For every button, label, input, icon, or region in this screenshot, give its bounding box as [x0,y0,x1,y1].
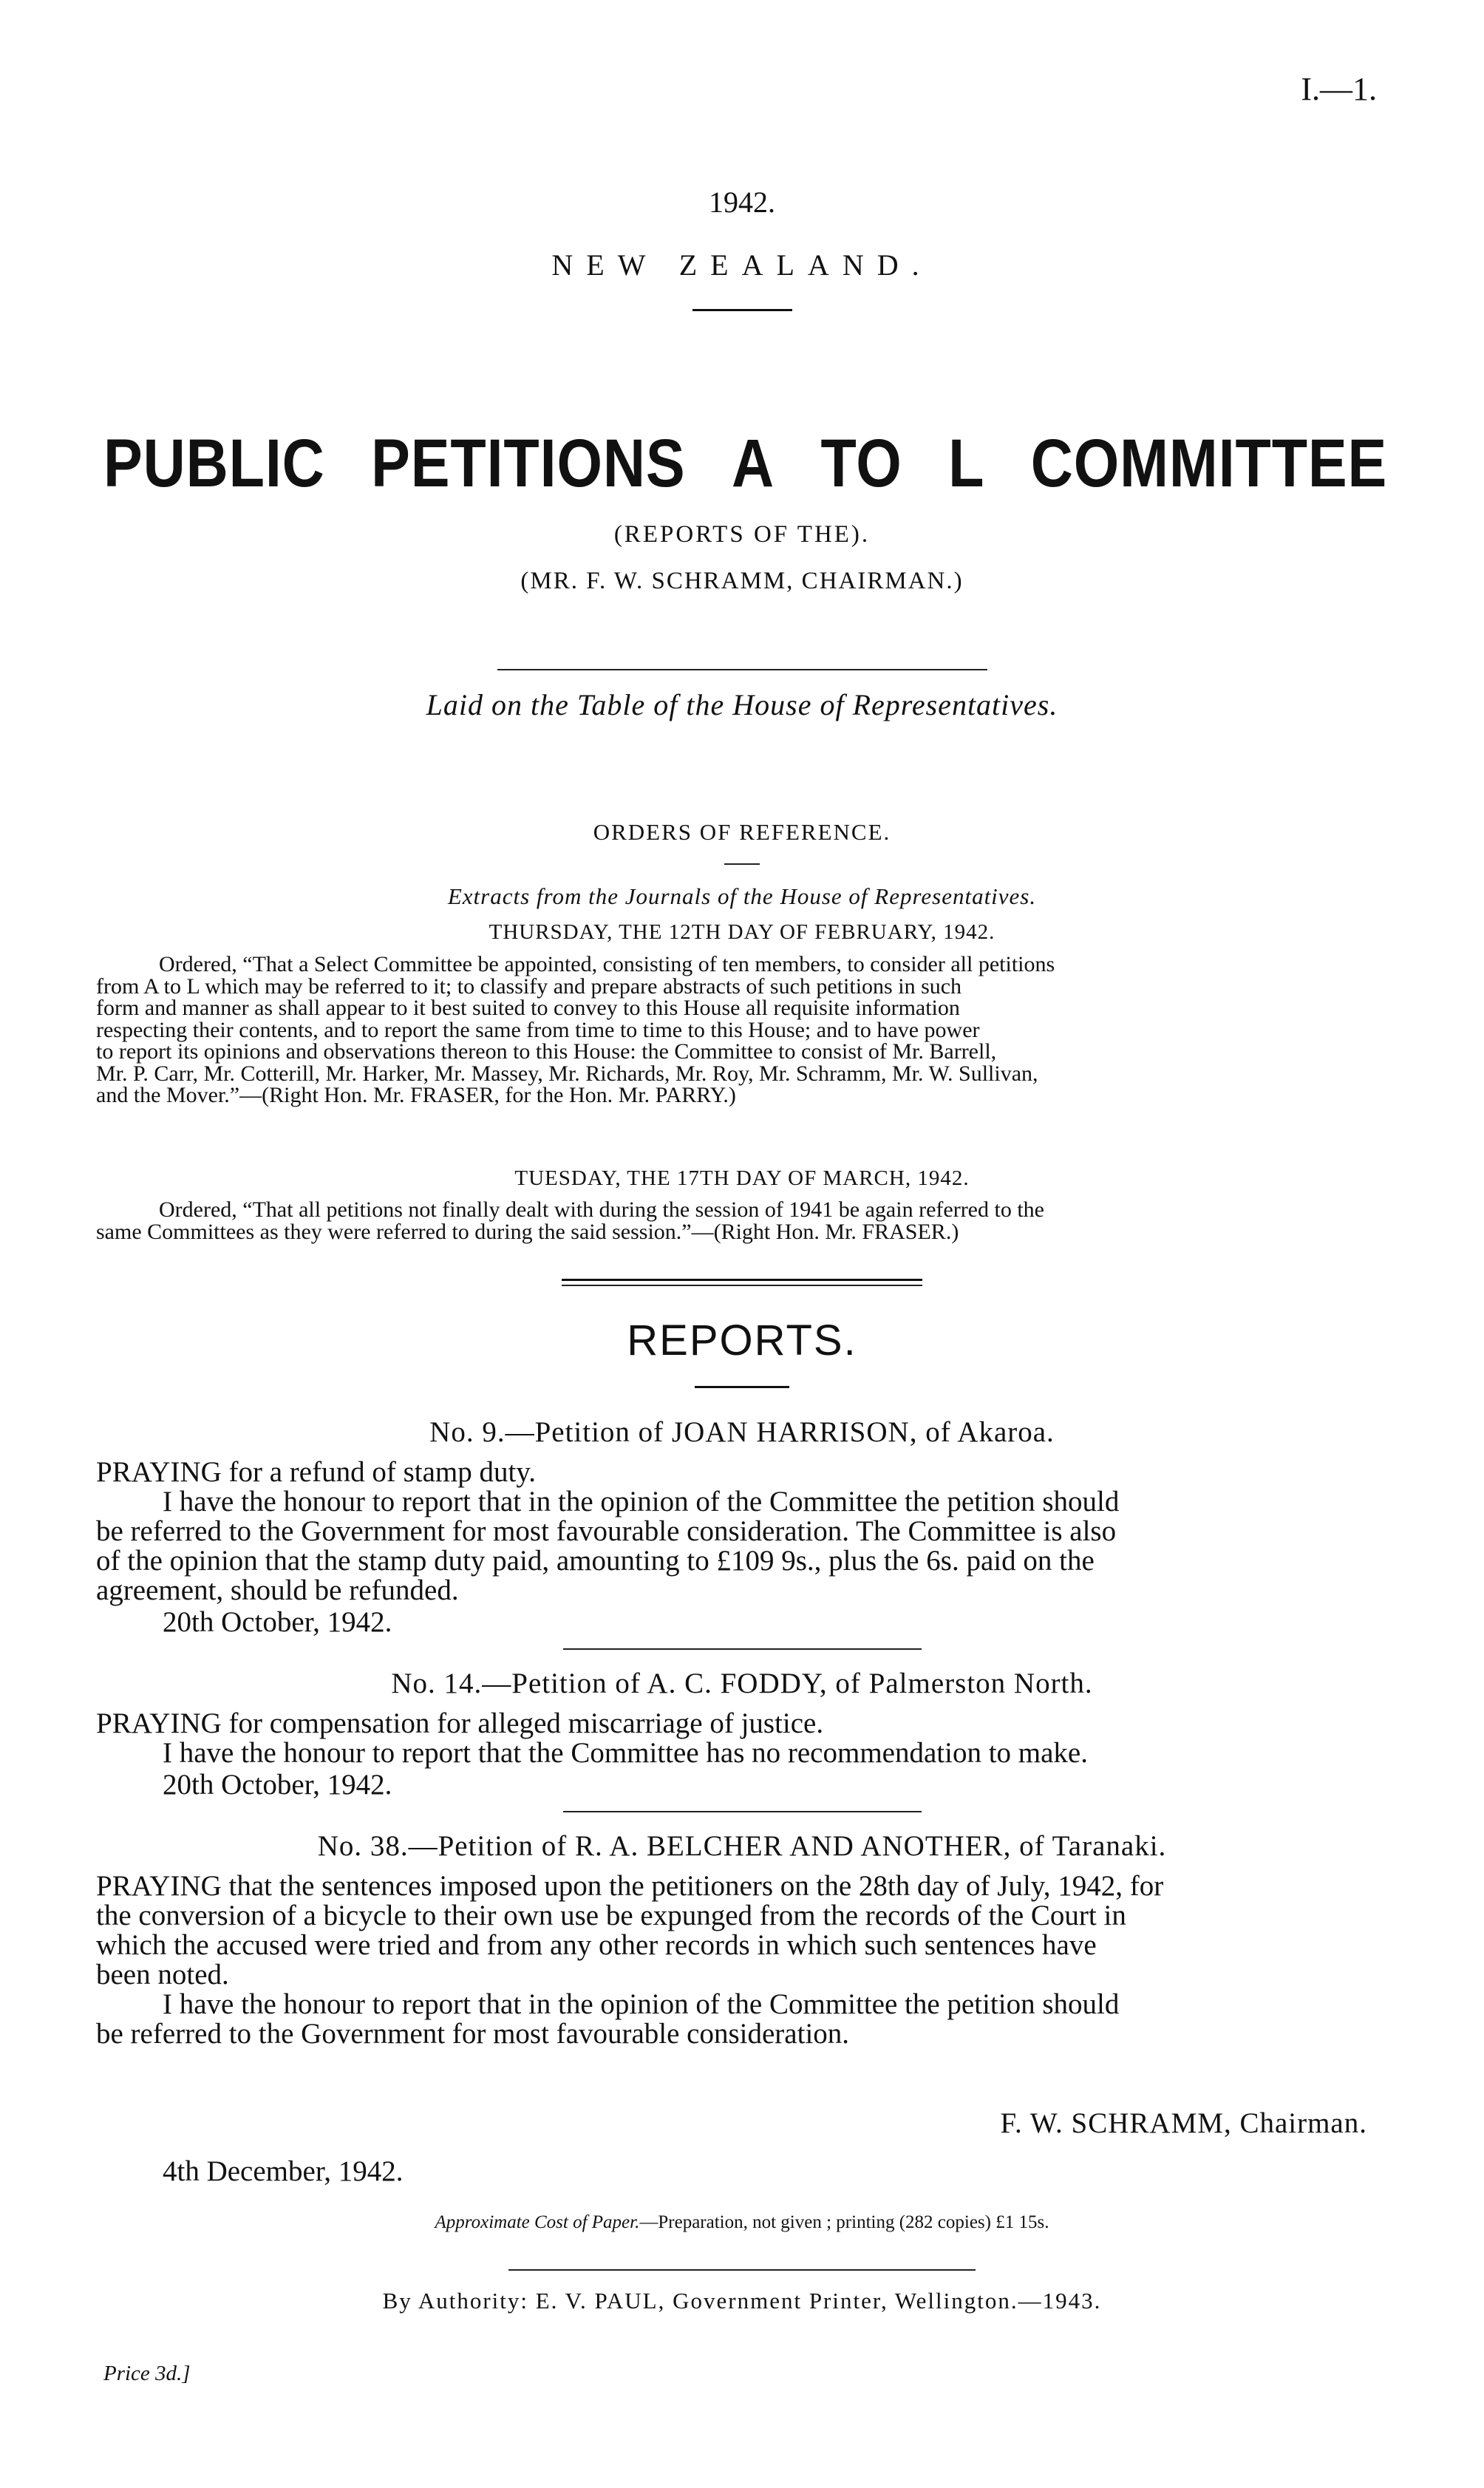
petition-body [96,1458,1382,1605]
petition-line: I have the honour to report that in the opinion of the Committee the petition should [163,1988,1120,2020]
order-line: from A to L which may be referred to it; to classify and prepare abstracts of such petitions in such [96,973,962,999]
order-line: form and manner as shall appear to it best suited to convey to this House all requisite information [96,996,960,1020]
order-line: Ordered, “That a Select Committee be appointed, consisting of ten members, to consider all petitions [159,952,1055,976]
subtitle: (REPORTS OF THE). [613,521,871,548]
order-line: Ordered, “That all petitions not finally dealt with during the session of 1941 be again referred to the [159,1197,1044,1222]
order-paragraph [96,954,1382,1107]
divider [692,309,792,311]
laid-on-table: Laid on the Table of the House of Representatives. [426,688,1058,721]
year: 1942. [709,186,775,219]
order-line: same Committees as they were referred to during the said session.”—(Right Hon. Mr. FRASER.) [96,1219,959,1244]
order-line: respecting their contents, and to report the same from time to time to this House; and to have power [96,1017,980,1042]
petition-date: 20th October, 1942. [163,1606,392,1638]
title-word: L [948,426,985,501]
extracts-line: Extracts from the Journals of the House of Representatives. [447,883,1037,909]
petition-heading: No. 38.—Petition of R. A. BELCHER AND ANOTHER, of Taranaki. [317,1830,1167,1862]
petition-date: 20th October, 1942. [163,1769,392,1801]
divider [508,2269,976,2271]
petition-line: been noted. [96,1959,229,1991]
petition-line: be referred to the Government for most favourable consideration. The Committee is also [96,1515,1117,1547]
petition-line: agreement, should be refunded. [96,1574,459,1606]
country: NEW ZEALAND. [551,248,933,282]
title-word: A [731,426,775,501]
divider [563,1648,922,1650]
cost-label: Approximate Cost of Paper. [435,2212,640,2232]
order-paragraph [96,1199,1382,1243]
petition-line: I have the honour to report that the Committee has no recommendation to make. [163,1737,1088,1769]
order-date: THURSDAY, THE 12TH DAY OF FEBRUARY, 1942. [489,920,995,944]
order-date: TUESDAY, THE 17TH DAY OF MARCH, 1942. [514,1166,970,1190]
divider [562,1285,922,1286]
title-word: PUBLIC [103,426,325,501]
petition-heading: No. 14.—Petition of A. C. FODDY, of Palmerston North. [391,1668,1093,1699]
petition-line: which the accused were tried and from any other records in which such sentences have [96,1929,1097,1961]
petition-body [96,1709,1382,1768]
divider [562,1279,922,1281]
reports-heading: REPORTS. [627,1316,857,1364]
printer-authority: By Authority: E. V. PAUL, Government Printer, Wellington.—1943. [382,2288,1102,2314]
report-date: 4th December, 1942. [163,2155,404,2187]
orders-heading: ORDERS OF REFERENCE. [593,819,891,845]
chairman-line: (MR. F. W. SCHRAMM, CHAIRMAN.) [520,568,964,594]
petition-body [96,1872,1382,2049]
divider [497,669,987,670]
cost-text: —Preparation, not given ; printing (282 copies) £1 15s. [639,2212,1049,2232]
petition-line: PRAYING for a refund of stamp duty. [96,1456,537,1488]
title-word: TO [820,426,902,501]
petition-line: I have the honour to report that in the opinion of the Committee the petition should [163,1486,1120,1517]
page-reference: I.—1. [1301,71,1377,107]
petition-heading: No. 9.—Petition of JOAN HARRISON, of Akaroa. [429,1416,1055,1448]
divider [695,1386,789,1388]
petition-line: PRAYING for compensation for alleged miscarriage of justice. [96,1707,824,1739]
divider [724,863,760,865]
title-word: PETITIONS [371,426,686,501]
petition-line: PRAYING that the sentences imposed upon the petitioners on the 28th day of July, 1942, for [96,1870,1164,1902]
price: Price 3d.] [103,2362,191,2385]
title-word: COMMITTEE [1030,426,1388,501]
divider [563,1811,922,1812]
order-line: and the Mover.”—(Right Hon. Mr. FRASER, for the Hon. Mr. PARRY.) [96,1083,736,1107]
petition-line: of the opinion that the stamp duty paid, amounting to £109 9s., plus the 6s. paid on the [96,1545,1095,1577]
order-line: Mr. P. Carr, Mr. Cotterill, Mr. Harker, Mr. Massey, Mr. Richards, Mr. Roy, Mr. Schramm, Mr. W. Sullivan, [96,1061,1038,1086]
petition-line: be referred to the Government for most favourable consideration. [96,2018,850,2050]
chairman-signature: F. W. SCHRAMM, Chairman. [1000,2107,1367,2139]
order-line: to report its opinions and observations thereon to this House: the Committee to consist of Mr. Barrell, [96,1039,997,1064]
cost-of-paper [0,2212,1484,2233]
document-title [103,425,1387,503]
petition-line: the conversion of a bicycle to their own use be expunged from the records of the Court in [96,1900,1126,1931]
